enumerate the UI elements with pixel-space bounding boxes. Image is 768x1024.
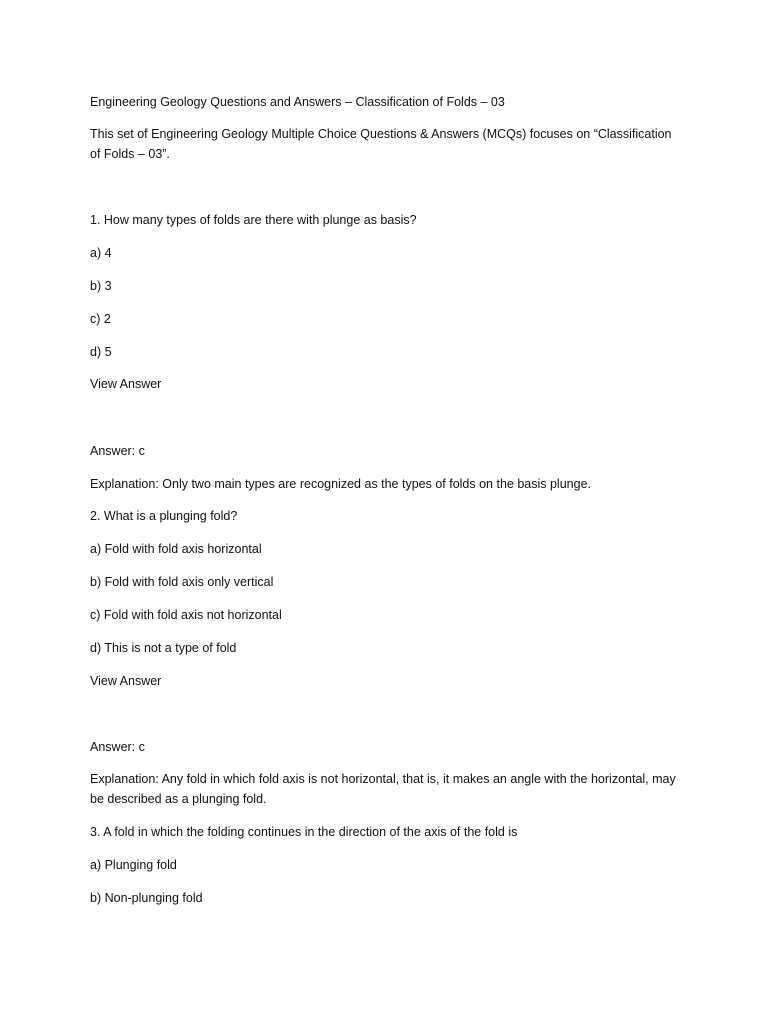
document-title: Engineering Geology Questions and Answers – Classification of Folds – 03 [90, 95, 505, 109]
q2-option-a: a) Fold with fold axis horizontal [90, 542, 262, 556]
q3-option-b: b) Non-plunging fold [90, 891, 203, 905]
q3-option-a: a) Plunging fold [90, 858, 177, 872]
q1-view-answer: View Answer [90, 377, 162, 391]
q1-option-c: c) 2 [90, 312, 111, 326]
q1-answer: Answer: c [90, 444, 145, 458]
q2-option-d: d) This is not a type of fold [90, 641, 237, 655]
q2-option-b: b) Fold with fold axis only vertical [90, 575, 274, 589]
question-3: 3. A fold in which the folding continues in the direction of the axis of the fold is [90, 825, 518, 839]
q2-explanation: Explanation: Any fold in which fold axis is not horizontal, that is, it makes an angle with the horizontal, may be described as a plunging fold. [90, 772, 676, 806]
q1-explanation: Explanation: Only two main types are recognized as the types of folds on the basis plunge. [90, 477, 591, 491]
document-intro: This set of Engineering Geology Multiple Choice Questions & Answers (MCQs) focuses on “Classification of Folds – 03”. [90, 127, 672, 161]
q1-option-a: a) 4 [90, 246, 112, 260]
q1-option-b: b) 3 [90, 279, 112, 293]
question-1: 1. How many types of folds are there with plunge as basis? [90, 213, 417, 227]
q2-option-c: c) Fold with fold axis not horizontal [90, 608, 282, 622]
q2-view-answer: View Answer [90, 674, 162, 688]
q1-option-d: d) 5 [90, 345, 112, 359]
question-2: 2. What is a plunging fold? [90, 509, 238, 523]
q2-answer: Answer: c [90, 740, 145, 754]
